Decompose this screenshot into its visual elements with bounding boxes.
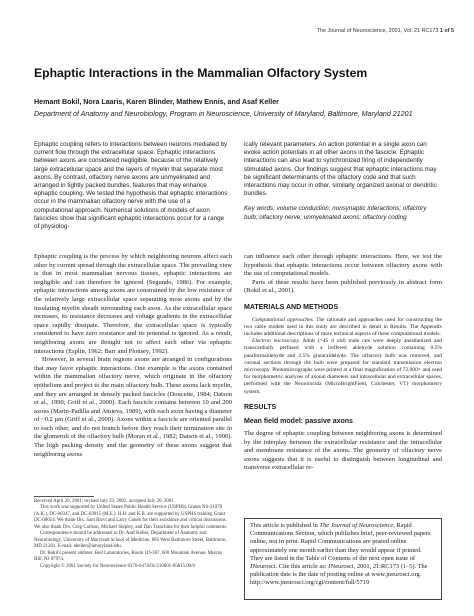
author-affiliation: Department of Anatomy and Neurobiology, Program in Neuroscience, University of Maryland, Baltimore, Maryland 21201: [34, 110, 413, 118]
footnote-funding: This work was supported by United States Public Health Service (USPHS) Grants NS-31078 (A.K.), DC-00347, and DC-03915 (M.E.). H.B. and K.B. are supported by USPHS training Grant DC-00054. We thank Drs. Sam Rizvi and Larry Cohen for their assistance and critical discussions. We also thank Drs. Greg Carlson, Michael Shipley, and Dan Tranchina for their helpful comments.: [34, 505, 228, 530]
intro-paragraph-1: Ephaptic coupling is the process by which neighboring neurons affect each other by current spread through the extracellular space. The prevailing view is that in most mammalian nervous tissues, ephaptic interactions are negligible and can therefore be ignored (Segundo, 1986). For example, ephaptic interactions among axons are constrained by the low resistance of the relatively large extracellular space separating most axons and by the insulating myelin sheath surrounding each axon. As the extracellular space increases, its resistance decreases and voltage gradients in the extracellular space rapidly dissipate. Therefore, the extracellular space is typically considered to have zero resistance and its potential is ignored. As a result, neighboring axons are thought not to affect each other via ephaptic interactions (Esplin, 1962; Barr and Plonsey, 1992).: [34, 253, 232, 355]
footnote-copyright: Copyright © 2001 Society for Neuroscience 0270-6474/01/210001-05$15.00/0: [40, 563, 195, 569]
abstract-column-right: [244, 141, 440, 222]
journal-name: The Journal of Neuroscience: [319, 522, 394, 529]
footnote-rule: [34, 496, 94, 497]
article-title: Ephaptic Interactions in the Mammalian Olfactory System: [34, 66, 368, 80]
footnote-dates: Received April 20, 2001; revised July 23, 2001; accepted July 26, 2001.: [34, 499, 175, 504]
methods-paragraph-2: Electron microscopy. Adult (>45 d old) male rats were deeply anesthetized and transcardially perfused with a buffered aldehyde solution containing 0.5% paraformaldehyde and 2.5% glutaraldehyde. The olfactory bulb was removed, and coronal sections through the bulb were prepared for standard transmission electron microscopy. Photomicrographs were printed at a final magnification of 72,000× and used for morphometric analyses of axonal diameters and intracellular and extracellular spaces, performed with the Neurolucida (MicroBrightField, Colchester, VT) morphometry system.: [244, 338, 442, 395]
footnote-address: Dr. Bokil's present address: Bell Laboratories, Room 1D-367, 600 Mountain Avenue, Murray Hill, NJ 07974.: [34, 550, 223, 563]
keywords: Key words: volume conduction; nonsynaptic interactions; olfactory bulb; olfactory nerve; unmyelinated axons; olfactory coding: [244, 205, 427, 221]
footnotes: [34, 499, 232, 570]
methods-paragraph-1: Computational approaches. The rationale and approaches used for constructing the two cable models used in this study are described in detail in Results. The Appendix includes additional descriptions of more technical aspects of these computational models.: [244, 316, 443, 337]
running-header: [317, 28, 454, 34]
results-heading: RESULTS: [244, 403, 277, 411]
abstract-text-left: Ephaptic coupling refers to interactions between neurons mediated by current flow through the extracellular space. Ephaptic interactions between axons are considered negligible, because of the relatively large extracellular space and the layers of myelin that separate most axons. By contrast, olfactory nerve axons are unmyelinated and arranged in tightly packed bundles, features that may enhance ephaptic coupling. We tested the hypothesis that ephaptic interactions occur in the mammalian olfactory nerve with the use of a computational approach. Numerical solutions of models of axon fascicles show that significant ephaptic interactions occur for a range of physiolog-: [34, 141, 228, 230]
footnote-correspondence: Correspondence should be addressed to Dr. Asaf Keller, Department of Anatomy and Neurobiology, University of Maryland School of Medicine, 685 West Baltimore Street, Baltimore, MD 21201. E-mail: akeller@umaryland.edu.: [34, 531, 227, 550]
rapid-communication-notice: [244, 518, 442, 600]
methods-heading: MATERIALS AND METHODS: [244, 303, 339, 311]
author-list: Hemant Bokil, Nora Laaris, Karen Blinder, Mathew Ennis, and Asaf Keller: [34, 98, 279, 106]
abstract-text-right: ically relevant parameters. An action potential in a single axon can evoke action potentials in all other axons in the fascicle. Ephaptic interactions can also lead to synchronized firing of independently stimulated axons. Our findings suggest that ephaptic interactions may be significant determinants of the olfactory code and that such interactions may occur in other, similarly organized axonal or dendritic bundles.: [244, 141, 437, 198]
abstract-column-left: [34, 141, 230, 231]
results-subheading: Mean field model: passive axons: [244, 418, 353, 426]
methods-label-microscopy: Electron microscopy.: [252, 338, 300, 345]
page-number: 1 of 5: [439, 28, 454, 34]
rapid-communication-text: This article is published in The Journal of Neuroscience, Rapid Communications Section, which publishes brief, peer-reviewed papers online, not in print. Rapid Communications are posted online approximately one month earlier than they would appear if printed. They are listed in the Table of Contents of the next open issue of JNeurosci. Cite this article as: JNeurosci, 2001, 21:RC173 (1–5). The publication date is the date of posting online at www.jneurosci.org. http://www.jneurosci.org/cgi/content/full/5719: [250, 522, 431, 587]
article-url: http://www.jneurosci.org/cgi/content/full/5719: [250, 579, 370, 587]
intro-paragraph-3: can influence each other through ephaptic interactions. Here, we test the hypothesis that ephaptic interactions occur between olfactory axons with the use of computational models.: [244, 253, 442, 278]
methods-label-computational: Computational approaches.: [252, 316, 314, 323]
results-paragraph-1: The degree of ephaptic coupling between neighboring axons is determined by the interplay between the extracellular resistance and the intracellular and membrane resistance of the axons. The geometry of olfactory nerve axons suggests that it is useful to distinguish between longitudinal and transverse extracellular re-: [244, 429, 442, 472]
body-column-left: [34, 253, 232, 459]
journal-citation: The Journal of Neuroscience, 2001, Vol. 21 RC173: [316, 28, 439, 34]
intro-paragraph-2: However, in several brain regions axons are arranged in configurations that may favor ephaptic interactions. One example is the axons contained within the mammalian olfactory nerve, which originate in the olfactory epithelium and project to the main olfactory bulb. These axons lack myelin, and they are arranged in densely packed fascicles (Doucette, 1984; Datson et al., 1990; Griff et al., 2000). Each fascicle contains between 10 and 200 axons (Marin-Padilla and Amieva, 1989), with each axon having a diameter of ~0.2 μm (Griff et al., 2000). Axons within a fascicle are oriented parallel to each other, and do not branch before they reach their termination site in the glomeruli of the olfactory bulb (Moran et al., 1982; Datson et al., 1990). The high packing density and the geometry of these axons suggest that neighboring axons: [34, 356, 232, 458]
intro-paragraph-4: Parts of these results have been published previously in abstract form (Bokil et al., 2001).: [244, 278, 442, 295]
body-column-right: [244, 253, 442, 473]
